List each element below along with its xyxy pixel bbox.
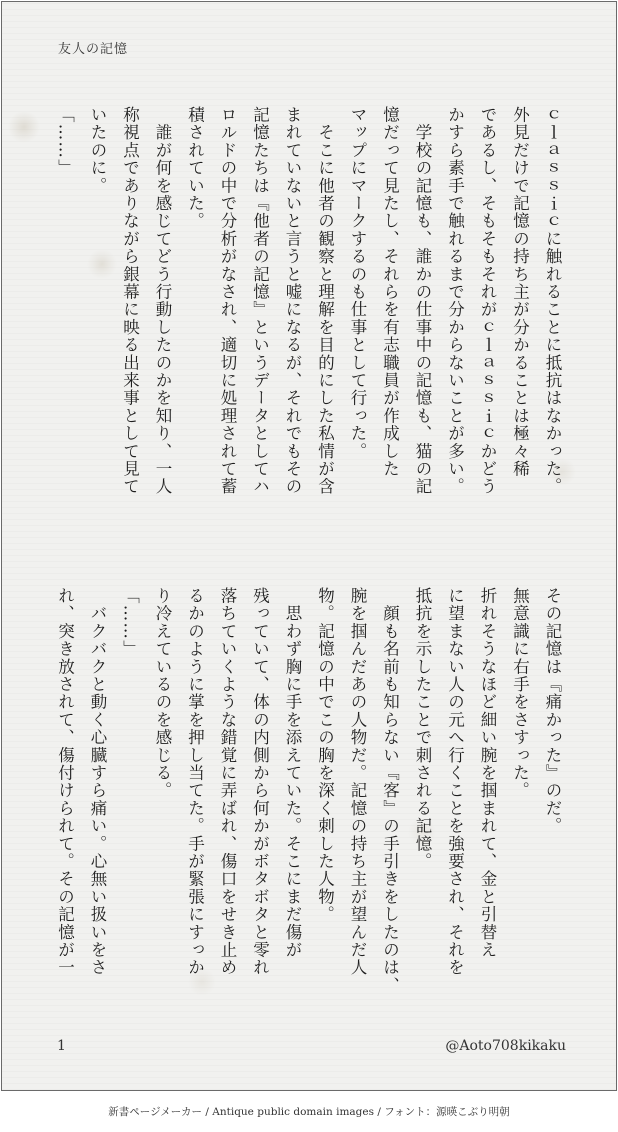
- text-line: その記憶は『痛かった』のだ。: [543, 587, 562, 835]
- text-line: バクバクと動く心臓すら痛い。心無い扱いをさ: [88, 587, 107, 977]
- text-line: 抵抗を示したことで刺される記憶。: [413, 587, 432, 871]
- text-line: れ、突き放されて、傷付けられて。その記憶が一: [55, 587, 75, 977]
- text-line: いたのに。: [88, 106, 107, 195]
- text-line: ロルドの中で分析がなされ、適切に処理されて蓄: [218, 106, 237, 496]
- text-line: 顔も名前も知らない『客』の手引きをしたのは、: [380, 587, 400, 995]
- text-line: 物。記憶の中でこの胸を深く刺した人物。: [315, 587, 335, 924]
- text-line: 落ちていくような錯覚に弄ばれ、傷口をせき止め: [218, 587, 237, 977]
- text-line: マップにマークするのも仕事として行った。: [348, 106, 367, 460]
- text-line: 称視点でありながら銀幕に映る出来事として見て: [120, 106, 140, 496]
- credits-caption: 新書ページメーカー / Antique public domain images / フォント：源暎こぶり明朝: [108, 1106, 510, 1118]
- page-number: 1: [57, 1038, 66, 1054]
- text-line: 憶だって見たし、それらを有志職員が作成した: [380, 106, 400, 478]
- text-line: 誰が何を感じてどう行動したのかを知り、一人: [153, 106, 172, 496]
- text-line: 記憶たちは『他者の記憶』というデータとしてハ: [250, 106, 270, 496]
- text-line: 残っていて、体の内側から何かがボタボタと零れ: [250, 587, 270, 977]
- lower-text-block: [48, 587, 568, 1017]
- text-line: 無意識に右手をさすった。: [510, 587, 530, 800]
- novel-page: [1, 1, 617, 1091]
- text-line: るかのように掌を押し当てた。手が緊張にすっか: [185, 587, 205, 977]
- text-line: 「……」: [120, 587, 140, 658]
- text-line: 「……」: [55, 106, 75, 177]
- author-handle: @Aoto708kikaku: [445, 1038, 566, 1054]
- text-line: ｃｌａｓｓｉｃに触れることに抵抗はなかった。: [543, 106, 562, 496]
- text-line: かすら素手で触れるまで分からないことが多い。: [445, 106, 465, 496]
- text-line: 外見だけで記憶の持ち主が分かることは極々稀: [510, 106, 530, 478]
- text-line: 積されていた。: [185, 106, 205, 230]
- text-line: に望まない人の元へ行くことを強要され、それを: [445, 587, 465, 977]
- text-line: 折れそうなほど細い腕を掴まれて、金と引替え: [478, 587, 497, 959]
- text-line: 学校の記憶も、誰かの仕事中の記憶も、猫の記: [413, 106, 432, 496]
- text-line: 腕を掴んだあの人物だ。記憶の持ち主が望んだ人: [348, 587, 367, 977]
- page-title: 友人の記憶: [58, 42, 129, 57]
- text-line: であるし、そもそもそれがｃｌａｓｓｉｃかどう: [478, 106, 497, 496]
- text-line: そこに他者の観察と理解を目的にした私情が含: [315, 106, 335, 496]
- text-line: り冷えているのを感じる。: [153, 587, 172, 800]
- upper-text-block: [48, 106, 568, 536]
- text-line: 思わず胸に手を添えていた。そこにまだ傷が: [283, 587, 302, 959]
- text-line: まれていないと言うと嘘になるが、それでもその: [283, 106, 302, 496]
